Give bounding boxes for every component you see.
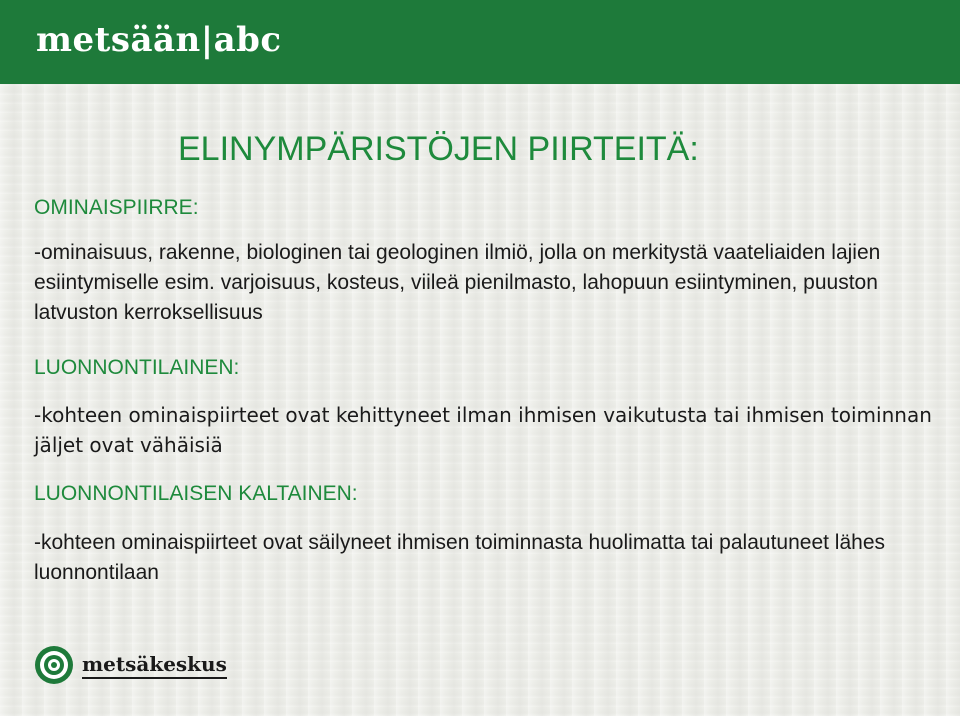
footer-logo-text: metsäkeskus [82,652,227,679]
section-heading-ominaispiirre: OMINAISPIIRRE: [34,196,199,219]
footer-logo [34,642,227,688]
page-title: ELINYMPÄRISTÖJEN PIIRTEITÄ: [178,130,699,168]
section-text-ominaispiirre: -ominaisuus, rakenne, biologinen tai geologinen ilmiö, jolla on merkitystä vaateliaiden lajien esiintymiselle esim. varjoisuus, kosteus, viileä pienilmasto, lahopuun esiintyminen, puuston latvuston kerroksellisuus [34,241,881,324]
section-heading-luonnontilainen: LUONNONTILAINEN: [34,356,240,379]
brand-logo: metsään|abc [36,20,282,60]
section-heading-luonnontilaisen-kaltainen: LUONNONTILAISEN KALTAINEN: [34,482,358,505]
header-bar [0,0,960,84]
section-text-luonnontilainen: -kohteen ominaispiirteet ovat kehittyneet ilman ihmisen vaikutusta tai ihmisen toiminnan jäljet ovat vähäisiä [34,403,932,457]
target-rings-icon [34,645,74,685]
section-text-luonnontilaisen-kaltainen: -kohteen ominaispiirteet ovat säilyneet ihmisen toiminnasta huolimatta tai palautuneet lähes luonnontilaan [34,531,885,584]
